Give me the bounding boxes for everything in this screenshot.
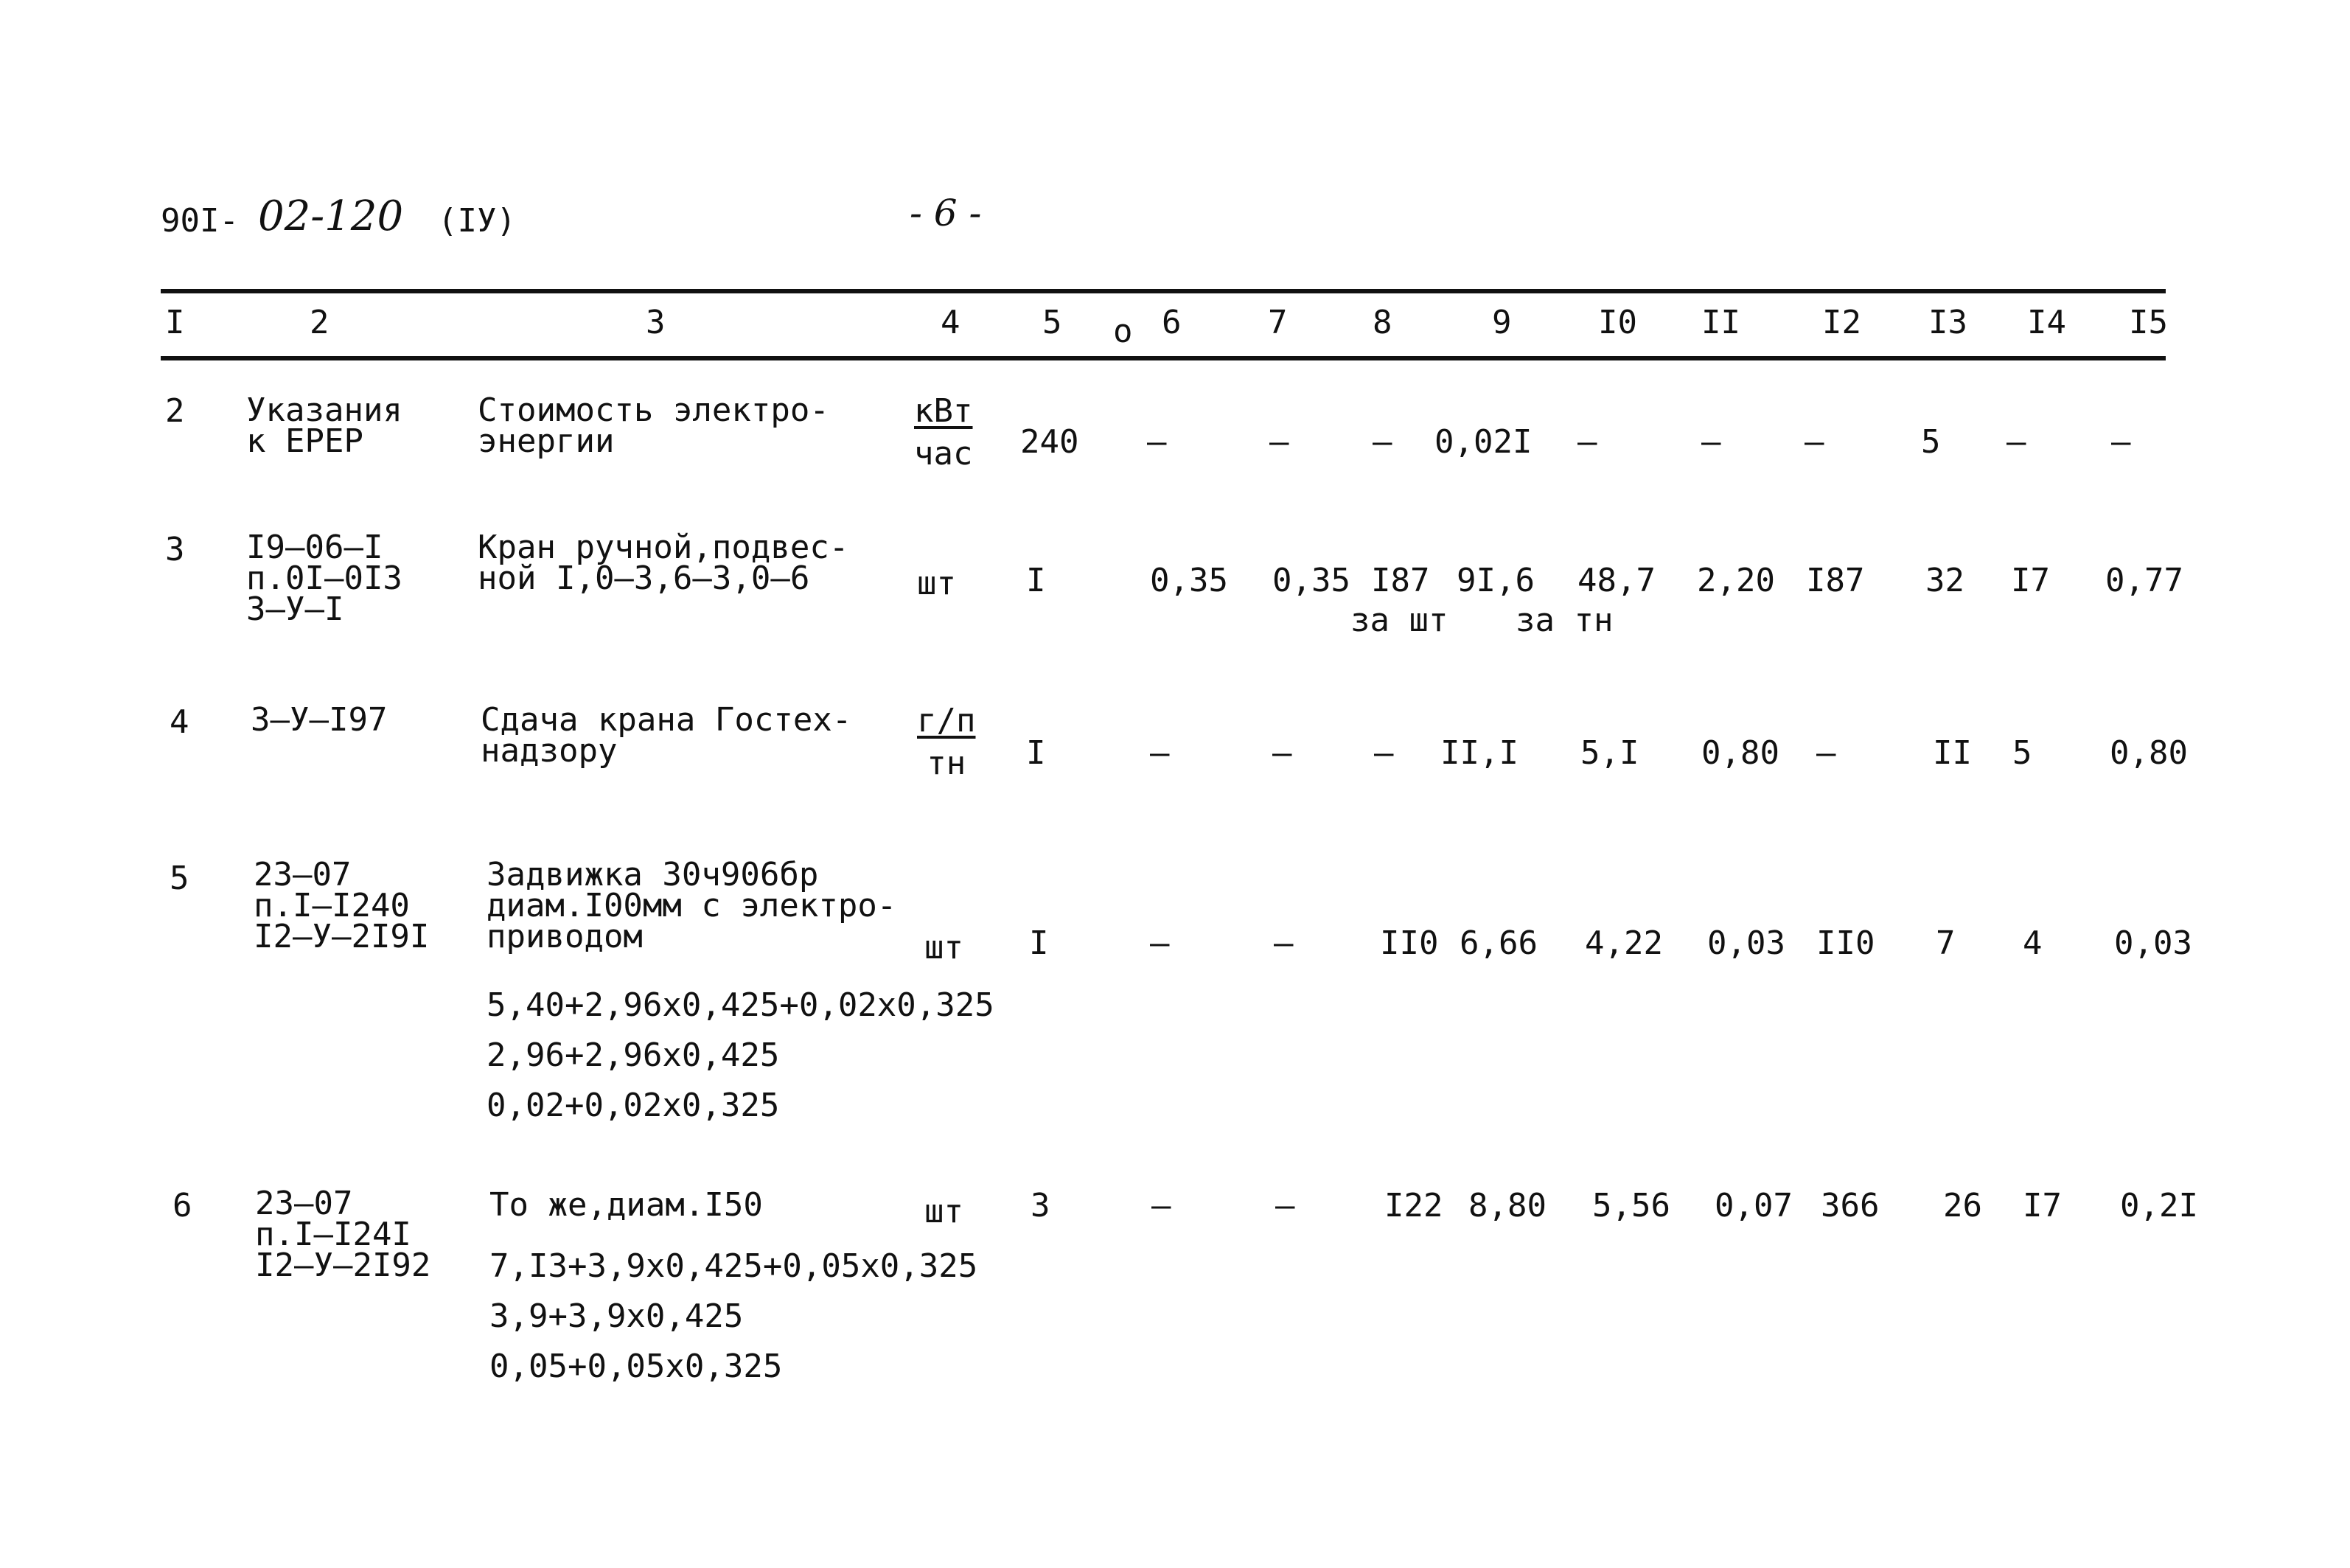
cell-col8: I22 [1384, 1187, 1443, 1224]
cell-reference [246, 391, 402, 460]
description-line: Сдача крана Гостех- [481, 701, 852, 739]
cell-reference [246, 529, 402, 628]
cell-col13: II [1933, 734, 1972, 772]
cell-col10: 48,7 [1577, 562, 1656, 599]
cell-col12: 366 [1821, 1187, 1880, 1224]
reference-line: Указания [246, 391, 402, 429]
column-header: II [1701, 304, 1740, 341]
cell-col13: 26 [1943, 1187, 1982, 1224]
cell-description [478, 391, 829, 460]
cell-col10: – [1577, 423, 1597, 461]
column-header: 6 [1162, 304, 1182, 341]
unit-denominator: час [914, 435, 973, 473]
cell-unit [914, 392, 973, 473]
cell-col11: – [1701, 423, 1721, 461]
cell-col7: – [1274, 924, 1294, 962]
cell-col7: – [1269, 423, 1289, 461]
cell-unit: шт [917, 565, 956, 602]
cell-col14: I7 [2011, 562, 2050, 599]
cell-col13: 32 [1925, 562, 1964, 599]
cell-col14: I7 [2023, 1187, 2062, 1224]
cell-col9: II,I [1440, 734, 1519, 772]
cell-col8: I87 [1371, 562, 1430, 599]
description-line: То же,диам.I50 [489, 1186, 763, 1224]
formula-line: 7,I3+3,9х0,425+0,05х0,325 [489, 1247, 978, 1285]
cell-col5: 240 [1020, 423, 1079, 461]
cell-col9: 9I,6 [1457, 562, 1535, 599]
column-header: I5 [2129, 304, 2168, 341]
column-header: 4 [941, 304, 960, 341]
cell-unit: шт [924, 1193, 963, 1230]
formula-line: 3,9+3,9х0,425 [489, 1297, 744, 1336]
column-header: I0 [1598, 304, 1637, 341]
cell-col11: 0,03 [1707, 924, 1785, 962]
cell-col8: – [1374, 734, 1394, 772]
cell-description [478, 529, 849, 597]
cell-col12: – [1805, 423, 1824, 461]
cell-row-number: 6 [172, 1187, 192, 1224]
cell-col11: 2,20 [1697, 562, 1775, 599]
description-line: энергии [478, 422, 615, 460]
cell-col7: 0,35 [1272, 562, 1350, 599]
cell-col10: 5,I [1580, 734, 1639, 772]
column-header: 8 [1373, 304, 1392, 341]
cell-description [489, 1186, 763, 1224]
document-code-prefix: 90I- [161, 202, 239, 240]
column-header: 5 [1042, 304, 1062, 341]
reference-line: I9–06–I [246, 529, 383, 566]
cell-reference [254, 856, 430, 955]
cell-row-number: 4 [170, 703, 189, 741]
page-number: - 6 - [910, 192, 982, 234]
cell-col8: II0 [1380, 924, 1439, 962]
cell-row-number: 2 [165, 392, 185, 430]
unit-numerator: кВт [914, 392, 973, 430]
cell-col7: – [1275, 1187, 1295, 1224]
cell-unit: шт [924, 929, 963, 966]
cell-unit [917, 702, 976, 782]
description-line: ной I,0–3,6–3,0–6 [478, 559, 810, 597]
cell-col6: – [1147, 423, 1167, 461]
column-header: I3 [1928, 304, 1967, 341]
table-header-rule [161, 356, 2166, 360]
document-code-handwritten: 02-120 [258, 192, 404, 240]
reference-line: 23–07 [254, 856, 352, 893]
reference-line: 3–У–I [246, 590, 344, 628]
cell-row-number: 5 [170, 860, 189, 897]
formula-line: 5,40+2,96х0,425+0,02х0,325 [487, 986, 994, 1024]
description-line: Задвижка 30ч906бр [487, 856, 819, 893]
cell-col5: I [1029, 924, 1049, 962]
description-line: Кран ручной,подвес- [478, 529, 849, 566]
column-header: 3 [646, 304, 666, 341]
cell-col8: – [1373, 423, 1392, 461]
formula-line: 0,02+0,02х0,325 [487, 1087, 780, 1125]
column-header: 7 [1268, 304, 1288, 341]
calculation-formulas [487, 980, 994, 1132]
cell-col12: – [1816, 734, 1836, 772]
cell-reference [255, 1185, 431, 1284]
reference-line: к ЕРЕР [246, 422, 363, 460]
cell-col9: 0,02I [1434, 423, 1533, 461]
column-header: I2 [1822, 304, 1861, 341]
reference-line: п.I–I240 [254, 886, 410, 924]
cell-col5: 3 [1031, 1187, 1050, 1224]
table-top-rule [161, 289, 2166, 293]
description-line: диам.I00мм с электро- [487, 886, 897, 924]
cell-col5: I [1026, 734, 1046, 772]
description-line: приводом [487, 917, 643, 955]
column-header: I [165, 304, 185, 341]
reference-line: п.0I–0I3 [246, 559, 402, 597]
cell-col6: – [1151, 1187, 1171, 1224]
cell-description [487, 856, 897, 955]
cell-col13: 5 [1921, 423, 1941, 461]
cell-col5: I [1026, 562, 1046, 599]
cell-col9: 8,80 [1468, 1187, 1547, 1224]
column-header: 9 [1492, 304, 1512, 341]
cell-col6: – [1150, 734, 1170, 772]
formula-line: 2,96+2,96х0,425 [487, 1036, 780, 1075]
cell-col10: 4,22 [1585, 924, 1663, 962]
cell-col15: 0,03 [2114, 924, 2192, 962]
column-header: 2 [310, 304, 330, 341]
cell-col11: 0,80 [1701, 734, 1779, 772]
cell-reference [251, 701, 388, 739]
description-line: Стоимость электро- [478, 391, 829, 429]
cell-col6: – [1150, 924, 1170, 962]
calculation-formulas [489, 1241, 977, 1393]
reference-line: 23–07 [255, 1185, 353, 1222]
formula-line: 0,05+0,05х0,325 [489, 1348, 783, 1386]
stray-mark: o [1113, 313, 1133, 350]
cell-row-number: 3 [165, 531, 185, 568]
cell-col15: 0,80 [2110, 734, 2188, 772]
cell-description [481, 701, 852, 770]
cell-col7: – [1272, 734, 1292, 772]
reference-line: I2–У–2I92 [255, 1246, 431, 1284]
cell-col6: 0,35 [1150, 562, 1228, 599]
cell-col12: I87 [1806, 562, 1865, 599]
cell-col11: 0,07 [1715, 1187, 1793, 1224]
unit-denominator: тн [927, 745, 966, 782]
cell-col15: 0,77 [2105, 562, 2183, 599]
cell-note: за шт [1350, 602, 1448, 639]
reference-line: п.I–I24I [255, 1215, 411, 1253]
cell-col15: 0,2I [2120, 1187, 2198, 1224]
cell-col13: 7 [1936, 924, 1956, 962]
cell-col14: 4 [2023, 924, 2043, 962]
cell-note: за тн [1516, 602, 1614, 639]
column-header: I4 [2027, 304, 2066, 341]
document-code-suffix: (IУ) [438, 202, 516, 240]
cell-col15: – [2111, 423, 2131, 461]
description-line: надзору [481, 731, 618, 770]
cell-col9: 6,66 [1460, 924, 1538, 962]
unit-numerator: г/п [917, 702, 976, 739]
cell-col10: 5,56 [1592, 1187, 1670, 1224]
cell-col12: II0 [1816, 924, 1875, 962]
cell-col14: – [2006, 423, 2026, 461]
reference-line: I2–У–2I9I [254, 917, 430, 955]
cell-col14: 5 [2012, 734, 2032, 772]
reference-line: 3–У–I97 [251, 701, 388, 739]
